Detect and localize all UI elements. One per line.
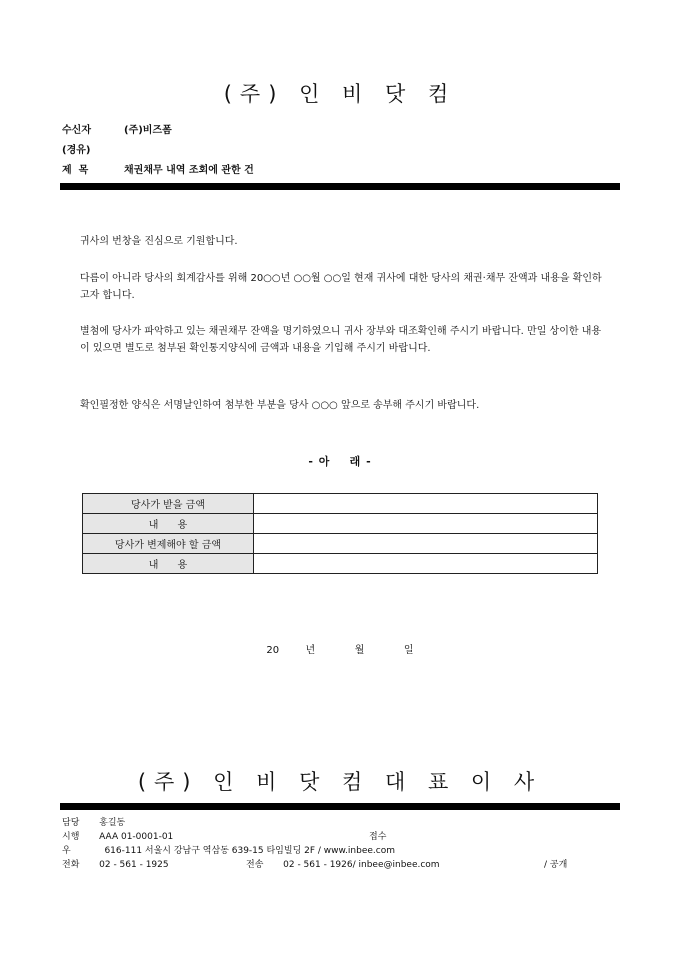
staff-label: 담당	[62, 818, 80, 828]
document-title: (주) 인 비 닷 컴	[223, 82, 457, 106]
signature-line: (주) 인 비 닷 컴 대 표 이 사	[137, 770, 543, 794]
fax-value: 02 - 561 - 1926/ inbee@inbee.com	[283, 860, 440, 870]
greeting-paragraph: 귀사의 번창을 진심으로 기원합니다.	[80, 236, 238, 247]
footer-divider	[60, 803, 620, 810]
purpose-paragraph: 다름이 아니라 당사의 회계감사를 위해 20○○년 ○○월 ○○일 현재 귀사에 대한 당사의 채권·채무 잔액과 내용을 확인하고자 합니다.	[80, 273, 602, 301]
public-label: / 공개	[544, 860, 568, 870]
table-row	[83, 514, 598, 534]
phone-value: 02 - 561 - 1925	[99, 860, 169, 870]
fax-label: 전송	[246, 860, 264, 870]
table-value-cell	[254, 534, 598, 554]
table-value-cell	[254, 554, 598, 574]
request-paragraph: 별첨에 당사가 파악하고 있는 채권채무 잔액을 명기하였으니 귀사 장부와 대조확인해 주시기 바랍니다. 만일 상이한 내용이 있으면 별도로 첨부된 확인통지양식에 금액과 내용을 기입해 주시기 바랍니다.	[80, 326, 602, 354]
footer-fax-row	[246, 857, 440, 870]
table-row	[83, 554, 598, 574]
section-heading: - 아 래 -	[308, 455, 372, 468]
subject-value: 채권채무 내역 조회에 관한 건	[124, 165, 254, 176]
footer-phone-row	[62, 857, 169, 870]
table-label-cell: 당사가 변제해야 할 금액	[83, 534, 254, 554]
table-value-cell	[254, 494, 598, 514]
issue-label: 시행	[62, 832, 80, 842]
date-line: 20 년 월 일	[266, 645, 414, 656]
table-row	[83, 534, 598, 554]
phone-label: 전화	[62, 860, 80, 870]
table-row	[83, 494, 598, 514]
header-divider	[60, 183, 620, 190]
recipient-value: (주)비즈폼	[124, 125, 172, 136]
staff-value: 홍길동	[99, 818, 126, 828]
table-value-cell	[254, 514, 598, 534]
table-label-cell: 내 용	[83, 554, 254, 574]
table-label-cell: 당사가 받을 금액	[83, 494, 254, 514]
subject-row	[62, 161, 254, 176]
footer-post-row	[62, 843, 395, 856]
post-label: 우	[62, 846, 71, 856]
footer-staff-row	[62, 815, 125, 828]
recipient-row	[62, 121, 172, 136]
via-label: (경유)	[62, 145, 91, 156]
receipt-label: 접수	[369, 832, 387, 842]
amount-table	[82, 493, 598, 574]
issue-value: AAA 01-0001-01	[99, 832, 174, 842]
subject-label: 제 목	[62, 165, 89, 176]
footer-issue-row	[62, 829, 173, 842]
via-row	[62, 141, 124, 156]
return-paragraph: 확인필정한 양식은 서명날인하여 첨부한 부분을 당사 ○○○ 앞으로 송부해 주시기 바랍니다.	[80, 400, 480, 411]
post-value: 616-111 서울시 강남구 역삼동 639-15 타임빌딩 2F / www.inbee.com	[104, 846, 395, 856]
table-label-cell: 내 용	[83, 514, 254, 534]
recipient-label: 수신자	[62, 125, 91, 136]
